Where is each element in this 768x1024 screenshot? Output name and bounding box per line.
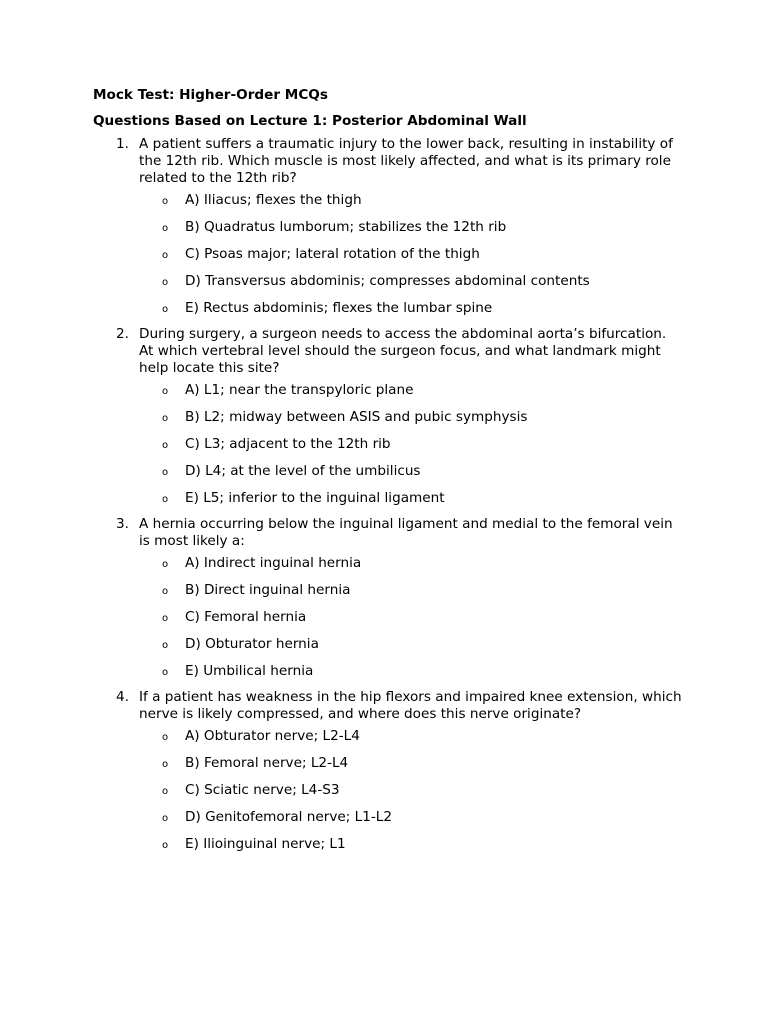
option-e [139,836,683,853]
option-a [139,728,683,745]
question-number: 1. [116,136,129,152]
bullet-icon: o [162,732,169,743]
question-2 [93,326,683,507]
bullet-icon: o [162,786,169,797]
bullet-icon: o [162,586,169,597]
question-1 [93,136,683,317]
question-number: 3. [116,516,129,532]
option-text: C) L3; adjacent to the 12th rib [185,436,391,452]
option-text: A) Iliacus; flexes the thigh [185,192,362,208]
bullet-icon: o [162,413,169,424]
option-b [139,219,683,236]
bullet-icon: o [162,667,169,678]
question-number: 4. [116,689,129,705]
option-b [139,409,683,426]
question-text: If a patient has weakness in the hip flexors and impaired knee extension, which nerve is likely compressed, and where does this nerve originate? [139,689,682,722]
option-text: C) Sciatic nerve; L4-S3 [185,782,340,798]
option-text: D) Obturator hernia [185,636,319,652]
option-b [139,755,683,772]
option-text: E) Rectus abdominis; flexes the lumbar spine [185,300,493,316]
bullet-icon: o [162,440,169,451]
bullet-icon: o [162,223,169,234]
question-text: A patient suffers a traumatic injury to the lower back, resulting in instability of the 12th rib. Which muscle is most likely affected, and what is its primary role related to the 12th rib? [139,136,673,186]
question-text: A hernia occurring below the inguinal ligament and medial to the femoral vein is most likely a: [139,516,673,549]
option-text: D) L4; at the level of the umbilicus [185,463,421,479]
option-b [139,582,683,599]
option-text: E) Umbilical hernia [185,663,314,679]
option-d [139,809,683,826]
bullet-icon: o [162,196,169,207]
option-text: B) Femoral nerve; L2-L4 [185,755,349,771]
option-text: B) Direct inguinal hernia [185,582,351,598]
option-text: A) Indirect inguinal hernia [185,555,362,571]
bullet-icon: o [162,250,169,261]
option-e [139,490,683,507]
option-text: A) L1; near the transpyloric plane [185,382,414,398]
option-a [139,192,683,209]
option-list [139,728,683,853]
bullet-icon: o [162,386,169,397]
option-a [139,555,683,572]
option-text: B) Quadratus lumborum; stabilizes the 12th rib [185,219,507,235]
option-text: A) Obturator nerve; L2-L4 [185,728,360,744]
option-e [139,300,683,317]
bullet-icon: o [162,304,169,315]
option-a [139,382,683,399]
option-c [139,246,683,263]
bullet-icon: o [162,759,169,770]
option-c [139,436,683,453]
question-number: 2. [116,326,129,342]
option-text: C) Psoas major; lateral rotation of the thigh [185,246,480,262]
option-list [139,555,683,680]
document-page [93,86,683,862]
option-d [139,636,683,653]
option-e [139,663,683,680]
option-d [139,463,683,480]
option-c [139,609,683,626]
bullet-icon: o [162,277,169,288]
option-text: C) Femoral hernia [185,609,307,625]
option-list [139,382,683,507]
bullet-icon: o [162,467,169,478]
question-list [93,136,683,853]
option-d [139,273,683,290]
question-text: During surgery, a surgeon needs to access the abdominal aorta’s bifurcation. At which vertebral level should the surgeon focus, and what landmark might help locate this site? [139,326,667,376]
option-text: B) L2; midway between ASIS and pubic symphysis [185,409,528,425]
option-text: D) Genitofemoral nerve; L1-L2 [185,809,392,825]
bullet-icon: o [162,613,169,624]
option-c [139,782,683,799]
bullet-icon: o [162,640,169,651]
option-text: D) Transversus abdominis; compresses abdominal contents [185,273,590,289]
bullet-icon: o [162,494,169,505]
bullet-icon: o [162,559,169,570]
section-title: Questions Based on Lecture 1: Posterior Abdominal Wall [93,113,527,129]
document-title: Mock Test: Higher-Order MCQs [93,87,328,103]
question-3 [93,516,683,680]
bullet-icon: o [162,813,169,824]
question-4 [93,689,683,853]
bullet-icon: o [162,840,169,851]
option-list [139,192,683,317]
option-text: E) L5; inferior to the inguinal ligament [185,490,445,506]
option-text: E) Ilioinguinal nerve; L1 [185,836,346,852]
